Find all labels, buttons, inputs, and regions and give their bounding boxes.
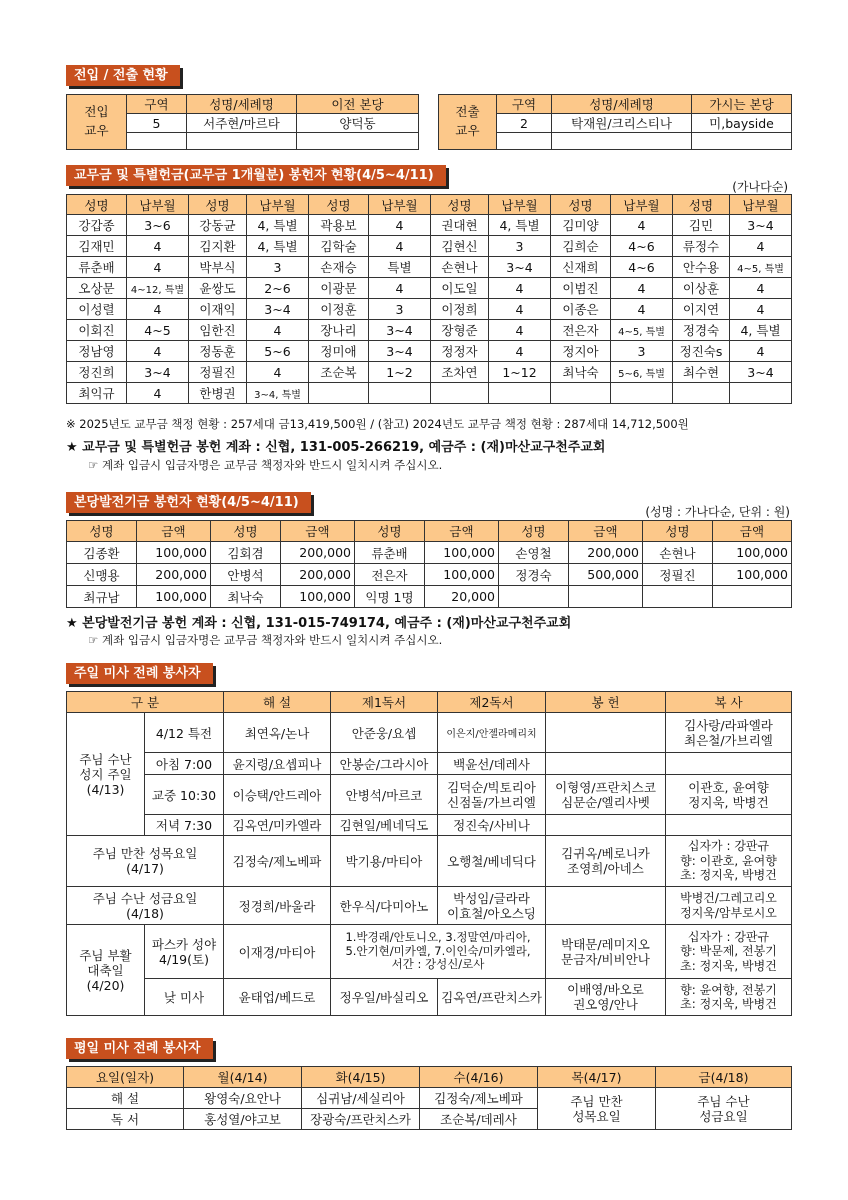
name-cell: 신재희 [551,257,611,278]
reading1-cell: 정우일/바실리오 [331,979,438,1016]
reading1-cell: 안준웅/요셉 [331,713,438,753]
name-cell: 이광문 [309,278,369,299]
month-cell: 4~5, 특별 [611,320,673,341]
name-cell: 익명 1명 [355,586,425,608]
fund-account-note: ☞ 계좌 입금시 입금자명은 교무금 책정자와 반드시 일치시켜 주십시오. [88,633,443,647]
name-cell: 최낙숙 [211,586,281,608]
friday-cell: 주님 수난 성금요일 [656,1088,792,1130]
name-cell: 정필진 [643,564,713,586]
month-cell: 3 [369,299,431,320]
transfer-in-label: 전입 교우 [67,95,127,150]
month-cell: 4 [127,341,189,362]
month-cell [730,383,792,404]
name-cell [551,383,611,404]
server-cell: 십자가 : 강판규 향: 박문제, 전봉기 초: 정지욱, 박병건 [666,925,792,979]
name-cell: 권대현 [431,215,489,236]
month-cell: 4, 특별 [247,215,309,236]
name-cell: 이도일 [431,278,489,299]
month-cell: 4 [611,299,673,320]
column-header: 납부월 [489,195,551,215]
name-cell: 김민 [673,215,730,236]
table-row [67,236,792,257]
name-cell: 정진숙s [673,341,730,362]
server-cell: 이관호, 윤여향 정지욱, 박병건 [666,775,792,815]
reading2-cell: 박성임/글라라 이효철/아오스딩 [438,887,546,925]
offertory-cell: 김귀옥/베로니카 조영희/아네스 [546,836,666,887]
column-header: 가시는 본당 [692,95,792,114]
fund-section-title: 본당발전기금 봉헌자 현황(4/5~4/11) [66,492,311,513]
column-header: 월(4/14) [184,1067,302,1088]
reading1-cell: 김현일/베네딕도 [331,815,438,836]
name-cell: 김학술 [309,236,369,257]
name-cell: 이종은 [551,299,611,320]
server-cell: 향: 윤여향, 전봉기 초: 정지욱, 박병건 [666,979,792,1016]
name-cell: 정동훈 [189,341,247,362]
table-row [67,341,792,362]
name-cell: 김종환 [67,542,137,564]
name-cell: 최낙숙 [551,362,611,383]
name-cell: 안수용 [673,257,730,278]
column-header: 성명/세례명 [552,95,692,114]
month-cell: 4 [127,236,189,257]
commentary-cell: 최연옥/논나 [224,713,331,753]
fund-account: ★ 본당발전기금 봉헌 계좌 : 신협, 131-015-749174, 예금주 : (재)마산교구천주교회 [66,616,572,631]
name-cell: 정경숙 [499,564,569,586]
cell: 왕영숙/요안나 [184,1088,302,1109]
easter-group: 주님 부활 대축일 (4/20) [67,925,145,1016]
reading2-cell: 김덕순/빅토리아 신점돌/가브리엘 [438,775,546,815]
reading1-cell: 안봉순/그라시아 [331,753,438,775]
reading2-cell: 오행철/베네딕다 [438,836,546,887]
name-cell: 조차연 [431,362,489,383]
name-cell: 정정자 [431,341,489,362]
amount-cell: 20,000 [425,586,499,608]
name-cell: 손현나 [431,257,489,278]
month-cell: 4, 특별 [730,320,792,341]
month-cell: 3~4, 특별 [247,383,309,404]
reading2-cell: 김옥연/프란치스카 [438,979,546,1016]
commentary-cell: 김옥연/미카엘라 [224,815,331,836]
commentary-cell: 윤태업/베드로 [224,979,331,1016]
amount-cell: 500,000 [569,564,643,586]
fund-unit-note: (성명 : 가나다순, 단위 : 원) [645,505,790,519]
name-cell: 박부식 [189,257,247,278]
cell [127,133,187,150]
table-row [67,586,792,608]
tithe-sort-note: (가나다순) [732,180,788,194]
column-header: 성명 [643,521,713,542]
offertory-cell [546,753,666,775]
name-cell: 이재익 [189,299,247,320]
name-cell: 이성렬 [67,299,127,320]
month-cell: 2~6 [247,278,309,299]
offertory-cell [546,713,666,753]
column-header: 화(4/15) [302,1067,420,1088]
reading2-cell: 정진숙/사비나 [438,815,546,836]
server-cell [666,815,792,836]
vigil-readings-cell: 1.박경래/안토니오, 3.정말연/마리아, 5.안기현/미카엘, 7.이인숙/미카엘라, 서간 : 강성신/로사 [331,925,546,979]
table-row [67,362,792,383]
name-cell: 손재승 [309,257,369,278]
month-cell: 3~4 [730,215,792,236]
amount-cell [713,586,792,608]
month-cell: 1~12 [489,362,551,383]
cell: 서주현/마르타 [187,114,297,133]
name-cell: 류정수 [673,236,730,257]
month-cell: 5~6, 특별 [611,362,673,383]
column-header: 납부월 [247,195,309,215]
amount-cell: 200,000 [137,564,211,586]
name-cell: 이회진 [67,320,127,341]
table-row [67,564,792,586]
column-header: 금액 [281,521,355,542]
name-cell: 김지환 [189,236,247,257]
name-cell: 이범진 [551,278,611,299]
reading1-cell: 한우식/다미아노 [331,887,438,925]
mass-time: 낮 미사 [145,979,224,1016]
holy-thursday-group: 주님 만찬 성목요일 (4/17) [67,836,224,887]
amount-cell: 100,000 [425,564,499,586]
column-header: 성명 [67,521,137,542]
month-cell: 3 [611,341,673,362]
column-header: 납부월 [611,195,673,215]
name-cell: 김희순 [551,236,611,257]
mass-time: 4/12 특전 [145,713,224,753]
name-cell: 김현신 [431,236,489,257]
tithe-account: ★ 교무금 및 특별헌금 봉헌 계좌 : 신협, 131-005-266219, 예금주 : (재)마산교구천주교회 [66,440,606,455]
month-cell: 3 [247,257,309,278]
column-header: 금액 [713,521,792,542]
month-cell [369,383,431,404]
name-cell: 최수현 [673,362,730,383]
month-cell: 4 [127,257,189,278]
month-cell: 4~6 [611,236,673,257]
month-cell [611,383,673,404]
name-cell [309,383,369,404]
column-header: 구역 [497,95,552,114]
weekday-section-title: 평일 미사 전례 봉사자 [66,1038,213,1059]
reading1-cell: 안병석/마르코 [331,775,438,815]
offertory-cell: 박태문/레미지오 문금자/비비안나 [546,925,666,979]
commentary-cell: 김정숙/제노베파 [224,836,331,887]
month-cell: 4 [730,341,792,362]
month-cell: 특별 [369,257,431,278]
name-cell [673,383,730,404]
cell: 장광숙/프란치스카 [302,1109,420,1130]
cell [187,133,297,150]
cell: 5 [127,114,187,133]
tithe-account-note: ☞ 계좌 입금시 입금자명은 교무금 책정자와 반드시 일치시켜 주십시오. [88,458,443,472]
amount-cell: 100,000 [713,564,792,586]
name-cell: 임한진 [189,320,247,341]
cell: 양덕동 [297,114,419,133]
name-cell: 정진희 [67,362,127,383]
commentary-cell: 윤지령/요셉피나 [224,753,331,775]
cell [497,133,552,150]
name-cell: 곽용보 [309,215,369,236]
cell: 2 [497,114,552,133]
cell: 홍성열/야고보 [184,1109,302,1130]
column-header: 해 설 [224,692,331,713]
month-cell: 3~4 [489,257,551,278]
name-cell: 안병석 [211,564,281,586]
fund-table [66,520,792,608]
month-cell: 4 [247,320,309,341]
server-cell [666,753,792,775]
column-header: 성명/세례명 [187,95,297,114]
amount-cell: 100,000 [137,542,211,564]
table-row [67,320,792,341]
name-cell: 류춘배 [355,542,425,564]
name-cell: 정경숙 [673,320,730,341]
commentary-cell: 이재경/마티아 [224,925,331,979]
reading2-cell: 백윤선/데레사 [438,753,546,775]
column-header: 금액 [569,521,643,542]
column-header: 이전 본당 [297,95,419,114]
month-cell: 4 [730,278,792,299]
name-cell: 강동균 [189,215,247,236]
month-cell: 4 [247,362,309,383]
column-header: 성명 [309,195,369,215]
column-header: 금(4/18) [656,1067,792,1088]
month-cell: 3~4 [369,341,431,362]
tithe-table [66,194,792,404]
cell: 조순복/데레사 [420,1109,538,1130]
cell: 미,bayside [692,114,792,133]
month-cell: 4, 특별 [247,236,309,257]
offertory-cell: 이형영/프란치스코 심문순/엘리사벳 [546,775,666,815]
table-row [67,278,792,299]
amount-cell [569,586,643,608]
column-header: 성명 [673,195,730,215]
name-cell: 정지아 [551,341,611,362]
month-cell: 4 [369,215,431,236]
name-cell: 김미양 [551,215,611,236]
month-cell: 4 [489,341,551,362]
table-row [67,383,792,404]
sunday-section-title: 주일 미사 전례 봉사자 [66,663,213,684]
transfer-in-table [66,94,419,150]
month-cell: 4 [369,278,431,299]
name-cell: 김회겸 [211,542,281,564]
name-cell: 장나리 [309,320,369,341]
thursday-cell: 주님 만찬 성목요일 [538,1088,656,1130]
offertory-cell [546,815,666,836]
server-cell: 십자가 : 강판규 향: 이관호, 윤여향 초: 정지욱, 박병건 [666,836,792,887]
column-header: 수(4/16) [420,1067,538,1088]
reading2-cell: 이은지/안젤라메리치 [438,713,546,753]
mass-time: 파스카 성야 4/19(토) [145,925,224,979]
column-header: 납부월 [127,195,189,215]
palm-sunday-group: 주님 수난 성지 주일 (4/13) [67,713,145,836]
month-cell: 3~4 [127,362,189,383]
name-cell: 이정훈 [309,299,369,320]
good-friday-group: 주님 수난 성금요일 (4/18) [67,887,224,925]
amount-cell: 200,000 [281,564,355,586]
cell: 심귀남/세실리아 [302,1088,420,1109]
table-row [67,215,792,236]
name-cell [499,586,569,608]
table-row [67,542,792,564]
row-label: 해 설 [67,1088,184,1109]
column-header: 성명 [431,195,489,215]
name-cell [643,586,713,608]
offertory-cell [546,887,666,925]
column-header: 금액 [137,521,211,542]
month-cell: 4 [730,299,792,320]
month-cell: 3 [489,236,551,257]
column-header: 성명 [551,195,611,215]
month-cell: 4 [489,299,551,320]
amount-cell: 100,000 [713,542,792,564]
offertory-cell: 이배영/바오로 권오영/안나 [546,979,666,1016]
name-cell: 장형준 [431,320,489,341]
amount-cell: 200,000 [569,542,643,564]
month-cell: 4~12, 특별 [127,278,189,299]
column-header: 성명 [499,521,569,542]
transfer-out-label: 전출 교우 [439,95,497,150]
name-cell: 조순복 [309,362,369,383]
amount-cell: 200,000 [281,542,355,564]
name-cell: 전은자 [355,564,425,586]
column-header: 성명 [355,521,425,542]
name-cell: 최규남 [67,586,137,608]
column-header: 봉 헌 [546,692,666,713]
month-cell: 1~2 [369,362,431,383]
column-header: 구역 [127,95,187,114]
month-cell: 4, 특별 [489,215,551,236]
commentary-cell: 정경희/바울라 [224,887,331,925]
name-cell: 전은자 [551,320,611,341]
name-cell: 이지연 [673,299,730,320]
name-cell: 신맹용 [67,564,137,586]
name-cell: 류춘배 [67,257,127,278]
name-cell: 이정희 [431,299,489,320]
month-cell: 3~4 [247,299,309,320]
name-cell: 이상훈 [673,278,730,299]
name-cell: 최익규 [67,383,127,404]
table-row [67,257,792,278]
mass-time: 아침 7:00 [145,753,224,775]
transfer-section-title: 전입 / 전출 현황 [66,65,180,86]
mass-time: 교중 10:30 [145,775,224,815]
name-cell: 손영철 [499,542,569,564]
cell [297,133,419,150]
tithe-status-note: ※ 2025년도 교무금 책정 현황 : 257세대 금13,419,500원 / (참고) 2024년도 교무금 책정 현황 : 287세대 14,712,500원 [66,417,689,431]
row-label: 독 서 [67,1109,184,1130]
month-cell: 4~5 [127,320,189,341]
amount-cell: 100,000 [281,586,355,608]
name-cell: 정필진 [189,362,247,383]
month-cell: 4 [127,299,189,320]
name-cell: 정남영 [67,341,127,362]
month-cell: 4~6 [611,257,673,278]
name-cell: 강갑종 [67,215,127,236]
tithe-section-title: 교무금 및 특별헌금(교무금 1개월분) 봉헌자 현황(4/5~4/11) [66,165,446,186]
column-header: 성명 [189,195,247,215]
month-cell: 3~4 [730,362,792,383]
name-cell: 손현나 [643,542,713,564]
name-cell: 오상문 [67,278,127,299]
column-header: 납부월 [730,195,792,215]
amount-cell: 100,000 [137,586,211,608]
month-cell: 4 [489,278,551,299]
name-cell: 김재민 [67,236,127,257]
reading1-cell: 박기용/마티아 [331,836,438,887]
month-cell: 4 [127,383,189,404]
name-cell: 한병권 [189,383,247,404]
month-cell: 3~6 [127,215,189,236]
month-cell: 5~6 [247,341,309,362]
month-cell [489,383,551,404]
name-cell: 윤쌍도 [189,278,247,299]
column-header: 납부월 [369,195,431,215]
month-cell: 4 [730,236,792,257]
cell: 탁재원/크리스티나 [552,114,692,133]
column-header: 목(4/17) [538,1067,656,1088]
sunday-mass-table [66,691,792,1016]
server-cell: 박병건/그레고리오 정지욱/암부로시오 [666,887,792,925]
cell: 김정숙/제노베파 [420,1088,538,1109]
month-cell: 4 [369,236,431,257]
column-header: 성명 [67,195,127,215]
server-cell: 김사랑/라파엘라 최은철/가브리엘 [666,713,792,753]
column-header: 구 분 [67,692,224,713]
month-cell: 3~4 [369,320,431,341]
commentary-cell: 이승택/안드레아 [224,775,331,815]
column-header: 복 사 [666,692,792,713]
month-cell: 4 [611,215,673,236]
amount-cell: 100,000 [425,542,499,564]
month-cell: 4 [611,278,673,299]
column-header: 성명 [211,521,281,542]
name-cell [431,383,489,404]
column-header: 요일(일자) [67,1067,184,1088]
table-row [67,299,792,320]
name-cell: 정미애 [309,341,369,362]
cell [552,133,692,150]
cell [692,133,792,150]
column-header: 금액 [425,521,499,542]
mass-time: 저녁 7:30 [145,815,224,836]
transfer-out-table [438,94,792,150]
column-header: 제2독서 [438,692,546,713]
month-cell: 4~5, 특별 [730,257,792,278]
month-cell: 4 [489,320,551,341]
weekday-mass-table [66,1066,792,1130]
column-header: 제1독서 [331,692,438,713]
